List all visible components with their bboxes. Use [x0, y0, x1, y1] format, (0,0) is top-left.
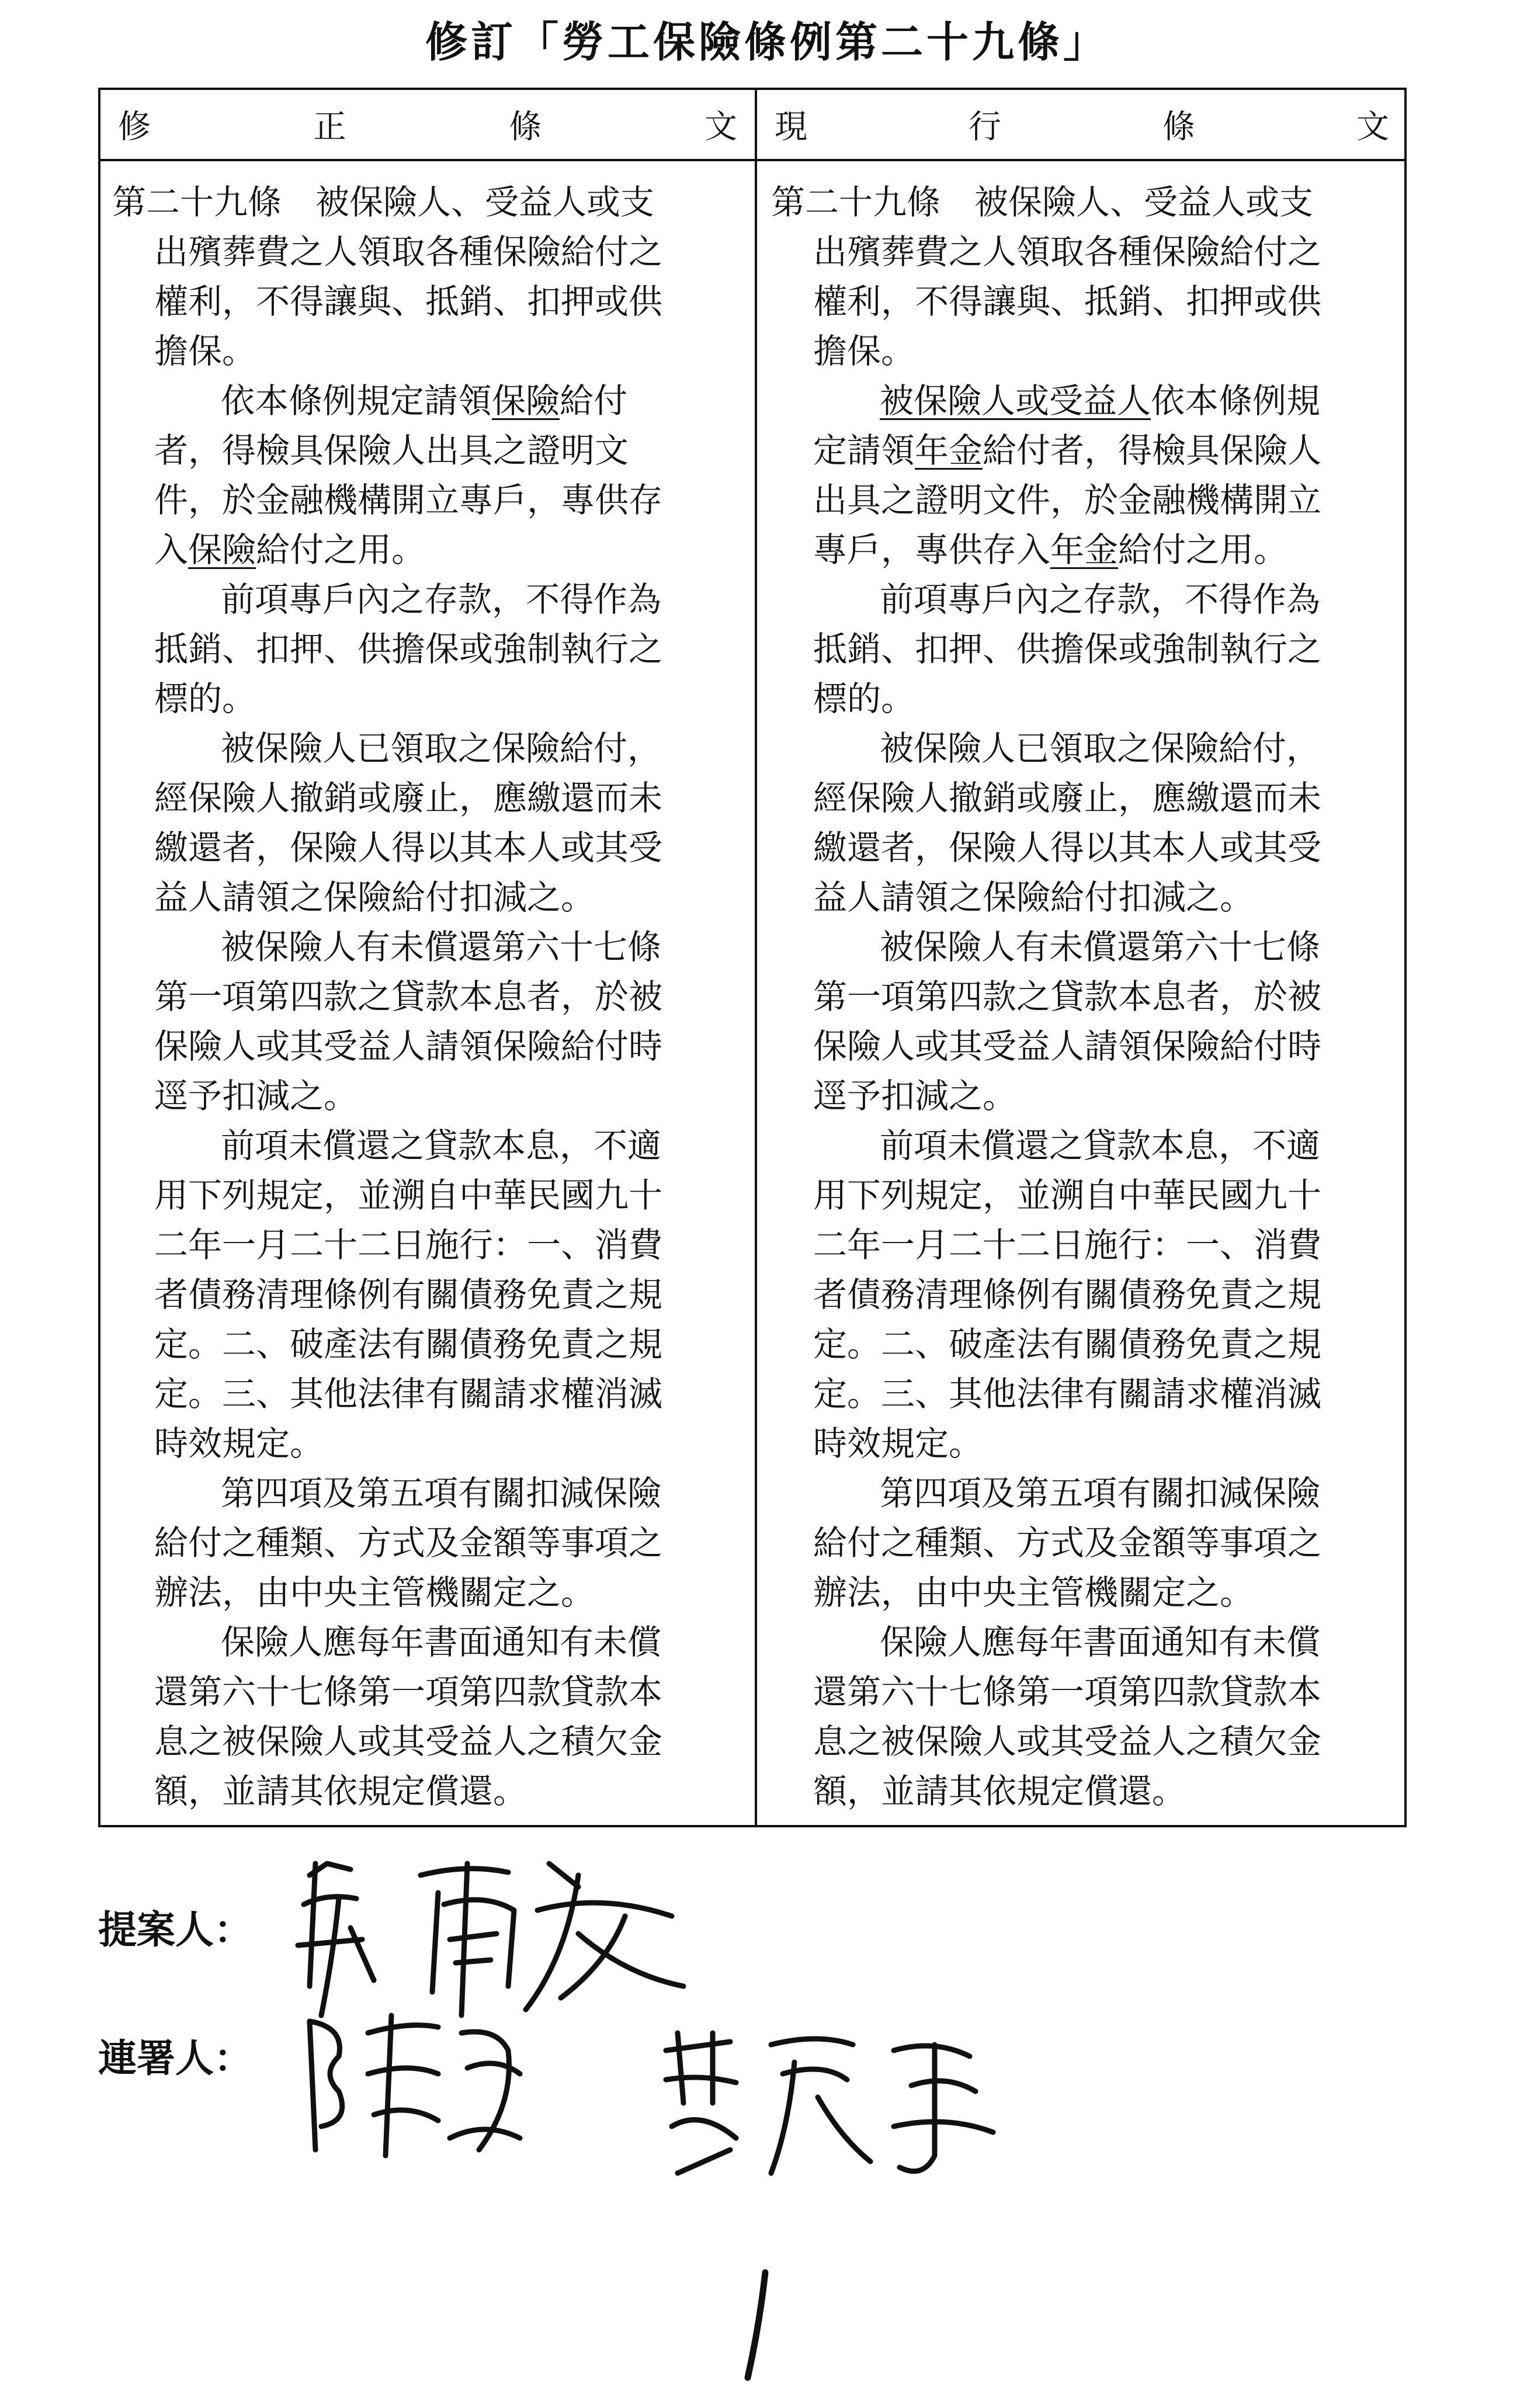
header-char: 行: [969, 108, 1001, 146]
text-line: 被保險人有未償還第六十七條: [221, 927, 662, 967]
text-line: 前項未償還之貸款本息，不適: [880, 1126, 1321, 1165]
header-char: 現: [775, 108, 807, 146]
text-line: 件，於金融機構開立專戶，專供存: [154, 480, 663, 520]
text-line: 保險人應每年書面通知有未償: [221, 1622, 662, 1662]
amended-text-header: [100, 90, 755, 159]
comparison-table: [98, 88, 1407, 1827]
text-line: 還第六十七條第一項第四款貸款本: [154, 1672, 663, 1712]
current-text-header: [757, 90, 1407, 159]
text-line: 者債務清理條例有關債務免責之規: [813, 1275, 1322, 1314]
text-line: 用下列規定，並溯自中華民國九十: [154, 1175, 663, 1215]
text-line: 用下列規定，並溯自中華民國九十: [813, 1175, 1322, 1215]
text-line: 出殯葬費之人領取各種保險給付之: [813, 232, 1322, 272]
text-line: 繳還者，保險人得以其本人或其受: [154, 828, 663, 868]
header-divider: [100, 159, 1404, 161]
text-line: 前項專戶內之存款，不得作為: [880, 580, 1321, 619]
text-line: 被保險人已領取之保險給付，: [221, 728, 662, 768]
text-line: 逕予扣減之。: [154, 1076, 358, 1116]
text-line: 抵銷、扣押、供擔保或強制執行之: [154, 629, 663, 669]
text-line: 繳還者，保險人得以其本人或其受: [813, 828, 1322, 868]
text-line: 第四項及第五項有關扣減保險: [221, 1473, 662, 1513]
text-line: 時效規定。: [154, 1424, 324, 1463]
changed-term: 被保險人或受益人: [880, 381, 1151, 421]
cosigner-label: 連署人：: [98, 2036, 252, 2081]
text-line: 經保險人撤銷或廢止，應繳還而未: [154, 778, 663, 818]
text-line: 益人請領之保險給付扣減之。: [154, 877, 595, 917]
text-line: 抵銷、扣押、供擔保或強制執行之: [813, 629, 1322, 669]
text-line: 被保險人或受益人依本條例規: [880, 381, 1321, 421]
text-line: 還第六十七條第一項第四款貸款本: [813, 1672, 1322, 1712]
text-line: 依本條例規定請領保險給付: [221, 381, 628, 421]
text-line: 定。二、破產法有關債務免責之規: [154, 1324, 663, 1364]
text-line: 入保險給付之用。: [154, 530, 426, 570]
text-line: 擔保。: [154, 331, 256, 371]
text-line: 額，並請其依規定償還。: [813, 1771, 1186, 1811]
text-line: 逕予扣減之。: [813, 1076, 1017, 1116]
changed-term: 年金: [915, 431, 983, 470]
text-line: 辦法，由中央主管機關定之。: [154, 1573, 595, 1612]
document-title: 修訂「勞工保險條例第二十九條」: [425, 18, 1109, 67]
text-line: 第二十九條 被保險人、受益人或支: [771, 182, 1314, 222]
text-line: 被保險人有未償還第六十七條: [880, 927, 1321, 967]
text-line: 給付之種類、方式及金額等事項之: [154, 1523, 663, 1563]
amended-term: 保險: [188, 530, 256, 570]
header-char: 文: [1356, 108, 1389, 146]
header-char: 修: [118, 108, 151, 146]
text-line: 標的。: [154, 679, 256, 719]
text-line: 第四項及第五項有關扣減保險: [880, 1473, 1321, 1513]
current-article-text: [757, 178, 1407, 1816]
text-line: 出具之證明文件，於金融機構開立: [813, 480, 1322, 520]
text-line: 者，得檢具保險人出具之證明文: [154, 431, 629, 470]
text-line: 第一項第四款之貸款本息者，於被: [154, 977, 663, 1016]
text-line: 擔保。: [813, 331, 915, 371]
text-line: 經保險人撤銷或廢止，應繳還而未: [813, 778, 1322, 818]
header-char: 條: [509, 108, 542, 146]
text-line: 定。三、其他法律有關請求權消滅: [813, 1374, 1322, 1414]
text-line: 保險人應每年書面通知有未償: [880, 1622, 1321, 1662]
text-line: 二年一月二十二日施行：一、消費: [154, 1225, 663, 1265]
text-line: 給付之種類、方式及金額等事項之: [813, 1523, 1322, 1563]
text-line: 專戶，專供存入年金給付之用。: [813, 530, 1288, 570]
text-line: 第一項第四款之貸款本息者，於被: [813, 977, 1322, 1016]
text-line: 益人請領之保險給付扣減之。: [813, 877, 1254, 917]
text-line: 被保險人已領取之保險給付，: [880, 728, 1321, 768]
changed-term: 年金: [1050, 530, 1119, 570]
text-line: 定請領年金給付者，得檢具保險人: [813, 431, 1322, 470]
text-line: 第二十九條 被保險人、受益人或支: [112, 182, 655, 222]
page-number-mark: [724, 2267, 794, 2383]
text-line: 息之被保險人或其受益人之積欠金: [813, 1722, 1322, 1761]
text-line: 保險人或其受益人請領保險給付時: [154, 1026, 663, 1066]
text-line: 權利，不得讓與、抵銷、扣押或供: [154, 282, 663, 321]
text-line: 前項未償還之貸款本息，不適: [221, 1126, 662, 1165]
text-line: 保險人或其受益人請領保險給付時: [813, 1026, 1322, 1066]
text-line: 辦法，由中央主管機關定之。: [813, 1573, 1254, 1612]
text-line: 息之被保險人或其受益人之積欠金: [154, 1722, 663, 1761]
text-line: 額，並請其依規定償還。: [154, 1771, 527, 1811]
amended-term: 保險: [492, 381, 560, 421]
header-char: 正: [313, 108, 346, 146]
text-line: 權利，不得讓與、抵銷、扣押或供: [813, 282, 1322, 321]
text-line: 二年一月二十二日施行：一、消費: [813, 1225, 1322, 1265]
text-line: 定。三、其他法律有關請求權消滅: [154, 1374, 663, 1414]
header-char: 條: [1162, 108, 1195, 146]
text-line: 定。二、破產法有關債務免責之規: [813, 1324, 1322, 1364]
text-line: 出殯葬費之人領取各種保險給付之: [154, 232, 663, 272]
proposer-label: 提案人：: [98, 1907, 252, 1952]
text-line: 標的。: [813, 679, 915, 719]
header-char: 文: [704, 108, 737, 146]
text-line: 前項專戶內之存款，不得作為: [221, 580, 662, 619]
cosigner-signature-2: [643, 2010, 1016, 2197]
text-line: 者債務清理條例有關債務免責之規: [154, 1275, 663, 1314]
amended-article-text: [100, 178, 755, 1816]
text-line: 時效規定。: [813, 1424, 983, 1463]
